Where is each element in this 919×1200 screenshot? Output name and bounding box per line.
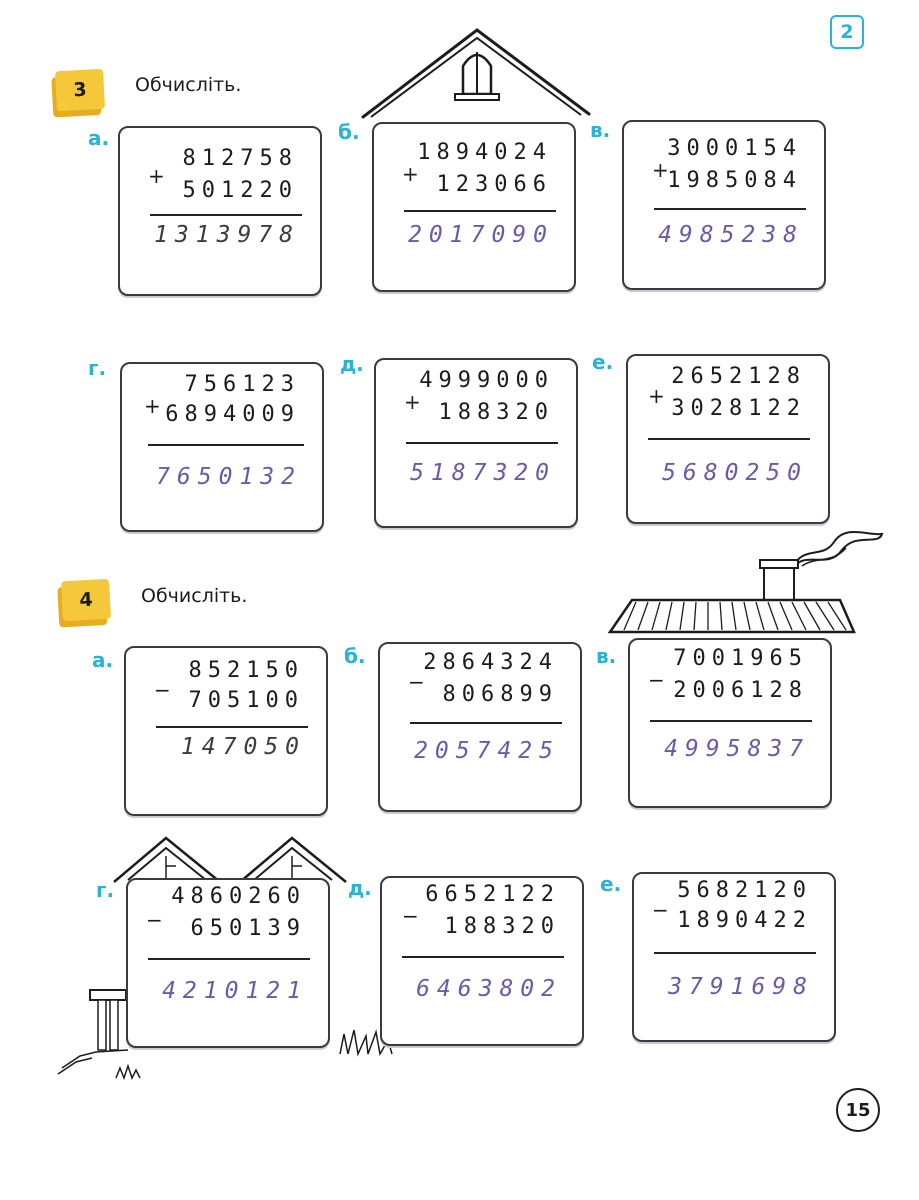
plus-sign: + xyxy=(402,162,419,186)
minus-sign: − xyxy=(652,898,669,922)
minus-sign: − xyxy=(408,670,425,694)
bottom-number: 188320 xyxy=(438,400,554,425)
top-number: 812758 xyxy=(182,146,298,171)
bottom-number: 3028122 xyxy=(671,396,806,421)
task-3-card-d xyxy=(120,362,324,532)
task-4-card-b-label: б. xyxy=(344,644,366,668)
answer: 1313978 xyxy=(154,222,300,248)
bottom-number: 1890422 xyxy=(677,908,812,933)
task-4-card-d xyxy=(126,878,330,1048)
difference-line xyxy=(148,958,310,960)
task-3-card-f-label: е. xyxy=(592,350,614,374)
minus-sign: − xyxy=(402,904,419,928)
task-4-badge xyxy=(61,579,111,621)
task-3-card-f xyxy=(626,354,830,524)
difference-line xyxy=(650,720,812,722)
task-4-card-e xyxy=(380,876,584,1046)
task-4-number: 4 xyxy=(78,588,94,612)
roof-chimney-illustration xyxy=(606,520,892,636)
top-number: 6652122 xyxy=(425,882,560,907)
task-3-card-a-label: а. xyxy=(88,126,110,150)
task-4-card-a xyxy=(124,646,328,816)
top-number: 2864324 xyxy=(423,650,558,675)
task-4-card-c xyxy=(628,638,832,808)
answer: 2057425 xyxy=(414,738,560,764)
answer: 4985238 xyxy=(658,222,804,248)
answer: 2017090 xyxy=(408,222,554,248)
task-3-number: 3 xyxy=(72,78,88,102)
plus-sign: + xyxy=(144,394,161,418)
task-3-card-e xyxy=(374,358,578,528)
difference-line xyxy=(402,956,564,958)
task-3-card-b-label: б. xyxy=(338,120,360,144)
bottom-number: 188320 xyxy=(444,914,560,939)
task-4-card-a-label: а. xyxy=(92,648,114,672)
task-4-card-d-label: г. xyxy=(96,878,115,902)
minus-sign: − xyxy=(154,678,171,702)
minus-sign: − xyxy=(146,908,163,932)
top-number: 4860260 xyxy=(171,884,306,909)
difference-line xyxy=(156,726,308,728)
plus-sign: + xyxy=(404,390,421,414)
top-number: 756123 xyxy=(184,372,300,397)
answer: 147050 xyxy=(180,734,306,760)
task-3-card-a xyxy=(118,126,322,296)
answer: 7650132 xyxy=(156,464,302,490)
task-3-card-b xyxy=(372,122,576,292)
task-3-card-c-label: в. xyxy=(590,118,611,142)
task-3-card-c xyxy=(622,120,826,290)
task-3-badge xyxy=(55,69,105,111)
roof-window-illustration xyxy=(355,22,595,122)
page-number: 15 xyxy=(836,1088,880,1132)
bottom-number: 123066 xyxy=(436,172,552,197)
plus-sign: + xyxy=(648,384,665,408)
bottom-number: 501220 xyxy=(182,178,298,203)
bottom-number: 2006128 xyxy=(673,678,808,703)
top-number: 2652128 xyxy=(671,364,806,389)
difference-line xyxy=(410,722,562,724)
task-3-card-d-label: г. xyxy=(88,356,107,380)
task-3-title: Обчисліть. xyxy=(135,74,242,96)
sum-line xyxy=(654,208,806,210)
sum-line xyxy=(404,210,556,212)
sum-line xyxy=(406,442,558,444)
answer: 5680250 xyxy=(662,460,808,486)
task-4-card-e-label: д. xyxy=(348,876,372,900)
task-4-card-b xyxy=(378,642,582,812)
bottom-number: 806899 xyxy=(442,682,558,707)
bottom-number: 650139 xyxy=(190,916,306,941)
task-4-card-f xyxy=(632,872,836,1042)
top-number: 5682120 xyxy=(677,878,812,903)
top-number: 4999000 xyxy=(419,368,554,393)
bottom-number: 705100 xyxy=(188,688,304,713)
difference-line xyxy=(654,952,816,954)
page-corner-badge: 2 xyxy=(830,15,864,49)
minus-sign: − xyxy=(648,668,665,692)
answer: 5187320 xyxy=(410,460,556,486)
top-number: 852150 xyxy=(188,658,304,683)
answer: 4995837 xyxy=(664,736,810,762)
answer: 3791698 xyxy=(668,974,814,1000)
task-3-card-e-label: д. xyxy=(340,352,364,376)
bottom-number: 1985084 xyxy=(667,168,802,193)
sum-line xyxy=(148,444,304,446)
answer: 6463802 xyxy=(416,976,562,1002)
top-number: 3000154 xyxy=(667,136,802,161)
plus-sign: + xyxy=(652,158,669,182)
task-4-card-f-label: е. xyxy=(600,872,622,896)
bottom-number: 6894009 xyxy=(165,402,300,427)
sum-line xyxy=(648,438,810,440)
task-4-card-c-label: в. xyxy=(596,644,617,668)
top-number: 7001965 xyxy=(673,646,808,671)
answer: 4210121 xyxy=(162,978,308,1004)
plus-sign: + xyxy=(148,164,165,188)
task-4-title: Обчисліть. xyxy=(141,585,248,607)
top-number: 1894024 xyxy=(417,140,552,165)
sum-line xyxy=(150,214,302,216)
